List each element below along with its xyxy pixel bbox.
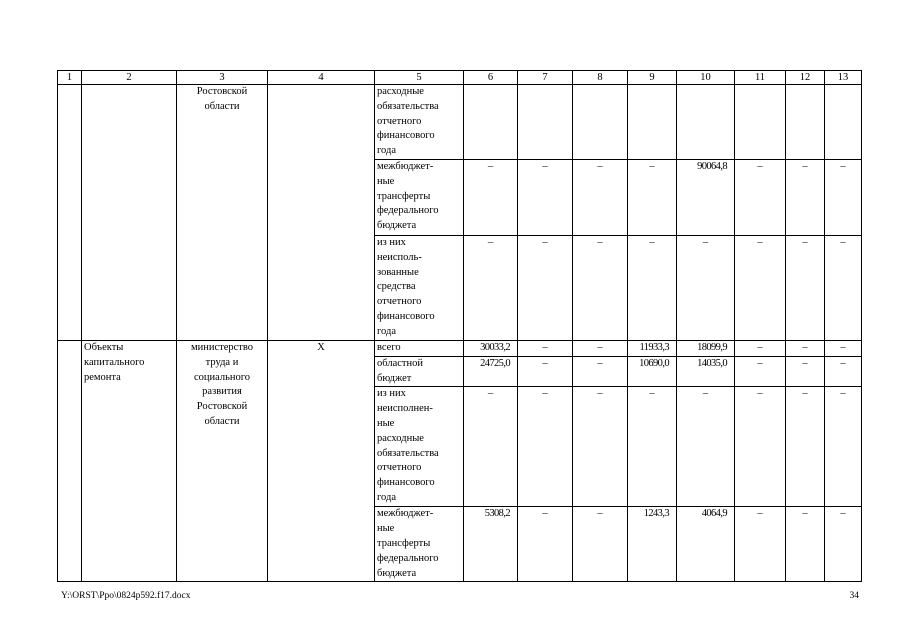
value-cell-col-11: – [735,236,786,341]
column-header-8: 8 [573,71,628,85]
table-row [58,85,862,160]
column-header-4: 4 [268,71,375,85]
funding-source-label: межбюджет- ные трансферты федерального бюджета [375,160,464,236]
value-cell-col-13 [825,85,862,160]
value-cell-col-7: – [518,507,573,582]
code-cell [268,85,375,341]
column-header-13: 13 [825,71,862,85]
value-cell-col-7: – [518,236,573,341]
value-cell-col-7: – [518,341,573,357]
column-header-9: 9 [628,71,677,85]
value-cell-col-11: – [735,507,786,582]
value-cell-col-10: 14035,0 [677,356,735,387]
budget-table [57,70,862,582]
value-cell-col-9: – [628,387,677,507]
value-cell-col-11: – [735,387,786,507]
value-cell-col-12: – [786,387,825,507]
funding-source-label: всего [375,341,464,357]
column-header-3: 3 [177,71,268,85]
value-cell-col-8 [573,85,628,160]
header-row [58,71,862,85]
column-header-10: 10 [677,71,735,85]
value-cell-col-8: – [573,341,628,357]
value-cell-col-11: – [735,356,786,387]
value-cell-col-12: – [786,356,825,387]
column-header-5: 5 [375,71,464,85]
value-cell-col-10: – [677,387,735,507]
funding-source-label: межбюджет- ные трансферты федерального бюджета [375,507,464,582]
value-cell-col-9: – [628,236,677,341]
value-cell-col-6: – [464,236,518,341]
value-cell-col-10 [677,85,735,160]
executor-cell: Ростовской области [177,85,268,341]
column-header-12: 12 [786,71,825,85]
column-header-6: 6 [464,71,518,85]
column-header-1: 1 [58,71,82,85]
value-cell-col-7: – [518,160,573,236]
funding-source-label: расходные обязательства отчетного финансового года [375,85,464,160]
table-body [58,71,862,582]
value-cell-col-10: 4064,9 [677,507,735,582]
value-cell-col-6: 5308,2 [464,507,518,582]
value-cell-col-8: – [573,507,628,582]
value-cell-col-6: – [464,387,518,507]
value-cell-col-7: – [518,387,573,507]
value-cell-col-12: – [786,507,825,582]
value-cell-col-13: – [825,387,862,507]
value-cell-col-8: – [573,356,628,387]
value-cell-col-9 [628,85,677,160]
object-cell: Объекты капитального ремонта [82,341,177,582]
table-row [58,341,862,357]
value-cell-col-12 [786,85,825,160]
value-cell-col-13: – [825,356,862,387]
code-cell: Х [268,341,375,582]
value-cell-col-11: – [735,160,786,236]
value-cell-col-6: 24725,0 [464,356,518,387]
value-cell-col-9: 10690,0 [628,356,677,387]
column-header-2: 2 [82,71,177,85]
value-cell-col-11: – [735,341,786,357]
file-path: Y:\ORST\Ppo\0824p592.f17.docx [61,591,191,601]
value-cell-col-6: 30033,2 [464,341,518,357]
value-cell-col-9: 11933,3 [628,341,677,357]
value-cell-col-8: – [573,236,628,341]
value-cell-col-10: 18099,9 [677,341,735,357]
value-cell-col-13: – [825,160,862,236]
value-cell-col-12: – [786,341,825,357]
value-cell-col-13: – [825,507,862,582]
column-header-11: 11 [735,71,786,85]
value-cell-col-13: – [825,236,862,341]
funding-source-label: областной бюджет [375,356,464,387]
column-header-7: 7 [518,71,573,85]
value-cell-col-8: – [573,387,628,507]
value-cell-col-9: 1243,3 [628,507,677,582]
value-cell-col-8: – [573,160,628,236]
value-cell-col-10: – [677,236,735,341]
value-cell-col-10: 90064,8 [677,160,735,236]
value-cell-col-12: – [786,236,825,341]
value-cell-col-9: – [628,160,677,236]
value-cell-col-13: – [825,341,862,357]
funding-source-label: из них неисполнен- ные расходные обязательства отчетного финансового года [375,387,464,507]
value-cell-col-7 [518,85,573,160]
executor-cell: министерство труда и социального развития Ростовской области [177,341,268,582]
value-cell-col-11 [735,85,786,160]
page-number: 34 [849,591,859,601]
value-cell-col-6 [464,85,518,160]
value-cell-col-12: – [786,160,825,236]
object-cell [82,85,177,341]
funding-source-label: из них неисполь- зованные средства отчетного финансового года [375,236,464,341]
row-number-cell [58,85,82,341]
row-number-cell [58,341,82,582]
value-cell-col-7: – [518,356,573,387]
value-cell-col-6: – [464,160,518,236]
